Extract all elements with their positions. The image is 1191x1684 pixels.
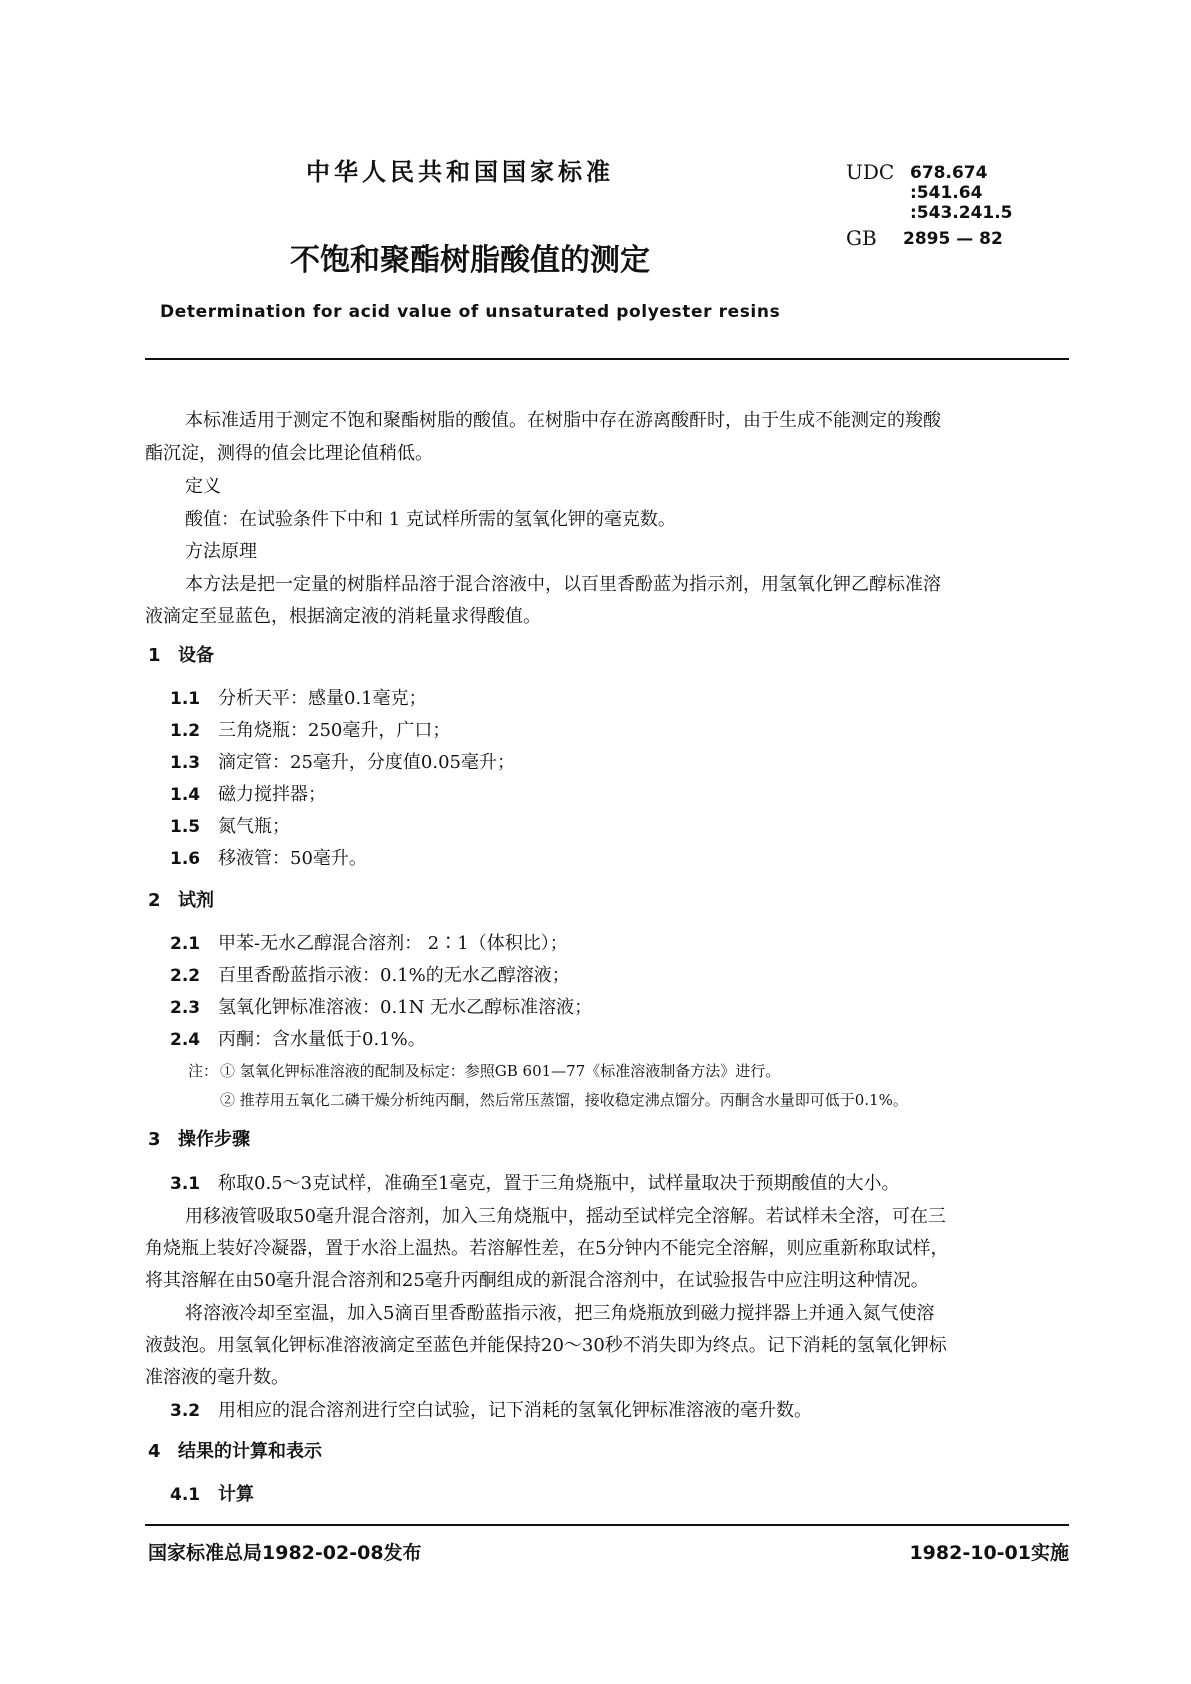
section-1-title: 设备 (178, 645, 214, 666)
header-divider (145, 358, 1069, 360)
clause-3-1: 3.1 称取0.5～3克试样，准确至1毫克，置于三角烧瓶中，试样量取决于预期酸值的大小。 (170, 1173, 900, 1194)
title-en: Determination for acid value of unsaturated polyester resins (160, 302, 781, 322)
scope-line-2: 酯沉淀，测得的值会比理论值稍低。 (145, 443, 433, 464)
scope-line-1: 本标准适用于测定不饱和聚酯树脂的酸值。在树脂中存在游离酸酐时，由于生成不能测定的羧酸 (185, 410, 941, 431)
clause-3-1-para-3-line-2: 液鼓泡。用氢氧化钾标准溶液滴定至蓝色并能保持20～30秒不消失即为终点。记下消耗的氢氧化钾标 (145, 1335, 947, 1356)
section-3-heading (148, 1129, 250, 1151)
definition-text: 酸值：在试验条件下中和 1 克试样所需的氢氧化钾的毫克数。 (185, 509, 676, 530)
section-1-number: 1 (148, 645, 161, 666)
clause-3-2: 3.2 用相应的混合溶剂进行空白试验，记下消耗的氢氧化钾标准溶液的毫升数。 (170, 1400, 812, 1421)
list-item: 2.1 甲苯-无水乙醇混合溶剂： 2∶1（体积比）； (170, 933, 568, 954)
list-item: 2.3 氢氧化钾标准溶液：0.1N 无水乙醇标准溶液； (170, 997, 593, 1018)
section-4-number: 4 (148, 1441, 161, 1462)
principle-line-2: 液滴定至显蓝色，根据滴定液的消耗量求得酸值。 (145, 606, 541, 627)
section-2-title: 试剂 (178, 890, 214, 911)
udc-label: UDC (846, 160, 895, 184)
list-item: 1.3 滴定管：25毫升，分度值0.05毫升； (170, 752, 515, 773)
footer-divider (145, 1524, 1069, 1526)
list-item: 1.2 三角烧瓶：250毫升，广口； (170, 720, 451, 741)
section-4-title: 结果的计算和表示 (178, 1441, 322, 1462)
clause-4-1: 4.1 计算 (170, 1484, 254, 1505)
list-item: 1.6 移液管：50毫升。 (170, 848, 367, 869)
clause-3-1-para-2-line-1: 用移液管吸取50毫升混合溶剂，加入三角烧瓶中，摇动至试样完全溶解。若试样未全溶，可在三 (185, 1206, 946, 1227)
note-2: ② 推荐用五氧化二磷干燥分析纯丙酮，然后常压蒸馏，接收稳定沸点馏分。丙酮含水量即可低于0.1%。 (220, 1091, 908, 1109)
gb-number: 2895 — 82 (903, 229, 1003, 249)
section-3-number: 3 (148, 1129, 161, 1150)
list-item: 1.1 分析天平：感量0.1毫克； (170, 688, 427, 709)
national-standard-heading: 中华人民共和国国家标准 (306, 158, 614, 186)
definition-heading: 定义 (185, 476, 221, 497)
title-cn: 不饱和聚酯树脂酸值的测定 (290, 243, 650, 278)
section-3-title: 操作步骤 (178, 1129, 250, 1150)
udc-line-2: :541.64 (910, 183, 983, 203)
section-1-heading (148, 645, 214, 667)
clause-3-1-para-2-line-3: 将其溶解在由50毫升混合溶剂和25毫升丙酮组成的新混合溶剂中，在试验报告中应注明这种情况。 (145, 1270, 929, 1291)
principle-heading: 方法原理 (185, 541, 257, 562)
clause-3-1-para-3-line-3: 准溶液的毫升数。 (145, 1367, 289, 1388)
list-item: 1.5 氮气瓶； (170, 816, 290, 837)
gb-label: GB (846, 226, 877, 250)
udc-block (846, 160, 894, 184)
clause-3-1-para-3-line-1: 将溶液冷却至室温，加入5滴百里香酚蓝指示液，把三角烧瓶放到磁力搅拌器上并通入氮气使溶 (185, 1303, 935, 1324)
list-item: 2.2 百里香酚蓝指示液：0.1%的无水乙醇溶液； (170, 965, 570, 986)
principle-line-1: 本方法是把一定量的树脂样品溶于混合溶液中，以百里香酚蓝为指示剂，用氢氧化钾乙醇标准溶 (185, 574, 941, 595)
issued-date: 国家标准总局1982-02-08发布 (148, 1542, 422, 1564)
note-label: 注： (188, 1062, 219, 1080)
udc-line-1: 678.674 (910, 163, 988, 183)
section-2-number: 2 (148, 890, 161, 911)
udc-line-3: :543.241.5 (910, 203, 1013, 223)
note-1: ① 氢氧化钾标准溶液的配制及标定：参照GB 601—77《标准溶液制备方法》进行。 (220, 1062, 781, 1080)
section-2-heading (148, 890, 214, 912)
clause-3-1-para-2-line-2: 角烧瓶上装好冷凝器，置于水浴上温热。若溶解性差，在5分钟内不能完全溶解，则应重新称取试样， (145, 1238, 949, 1259)
list-item: 1.4 磁力搅拌器； (170, 784, 326, 805)
section-4-heading (148, 1441, 322, 1463)
list-item: 2.4 丙酮：含水量低于0.1%。 (170, 1029, 426, 1050)
effective-date: 1982-10-01实施 (909, 1542, 1069, 1564)
